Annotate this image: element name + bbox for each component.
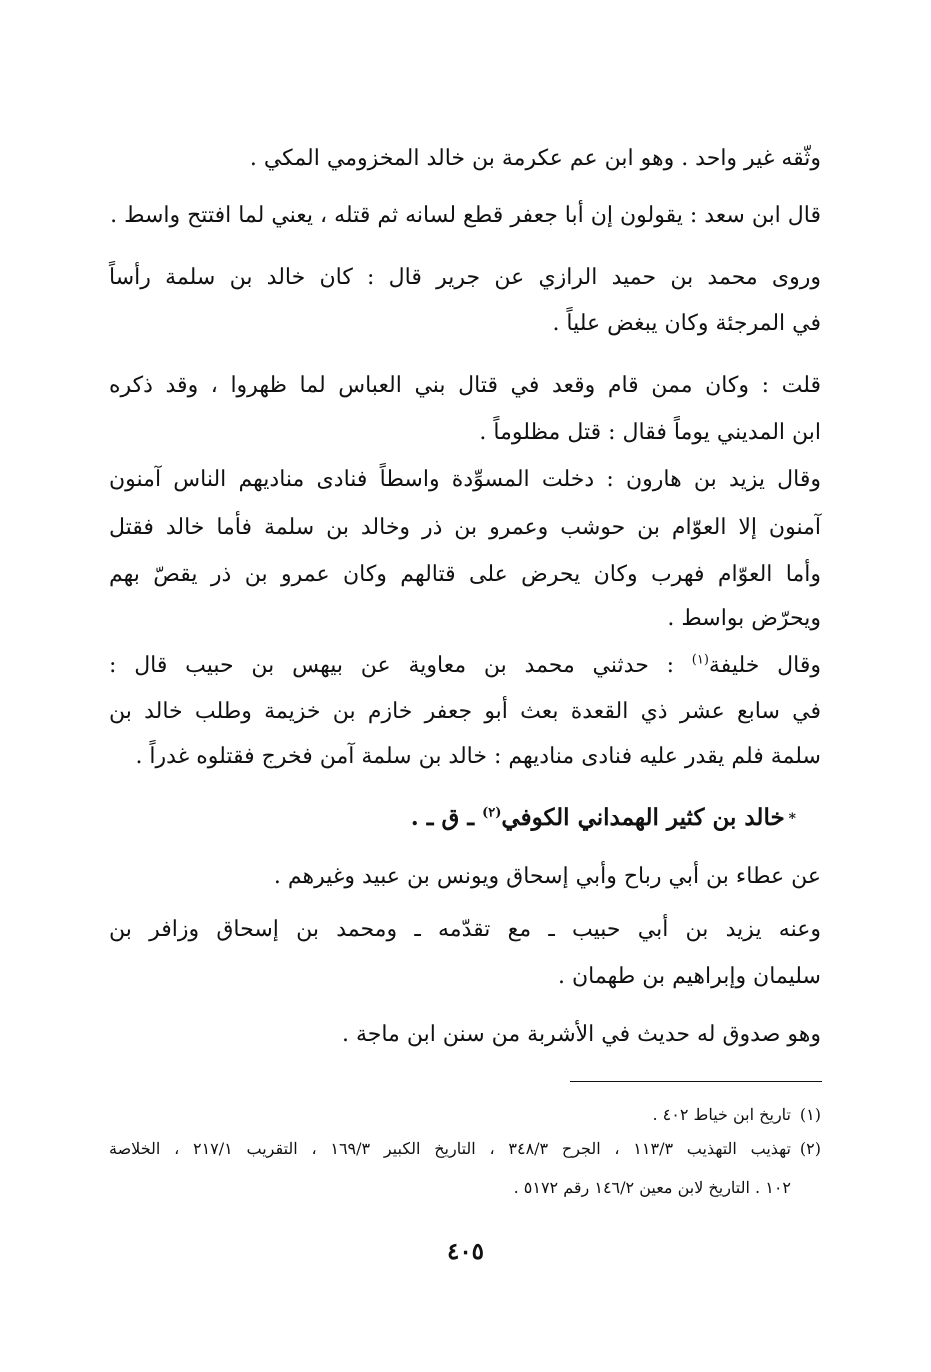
text-fragment: : حدثني محمد بن معاوية عن بيهس بن حبيب قال :: [109, 653, 674, 678]
text-line: ويحرّض بواسط .: [667, 606, 821, 631]
footnote-number: (٢): [799, 1139, 821, 1158]
text-line: ابن المديني يوماً فقال : قتل مظلوماً .: [479, 420, 821, 445]
text-line: في المرجئة وكان يبغض علياً .: [552, 311, 821, 336]
footnote-1: [109, 1103, 821, 1127]
text-fragment: وقال خليفة: [708, 653, 821, 678]
text-line: سليمان وإبراهيم بن طهمان .: [558, 964, 821, 989]
footnote-ref: (١): [691, 652, 709, 668]
entry-title: خالد بن كثير الهمداني الكوفي: [501, 804, 785, 831]
text-line: [109, 651, 821, 681]
page-number: ٤٠٥: [446, 1238, 485, 1265]
text-line: وثّقه غير واحد . وهو ابن عم عكرمة بن خالد المخزومي المكي .: [249, 146, 821, 171]
footnote-divider: [570, 1081, 822, 1082]
text-line: آمنون إلا العوّام بن حوشب وعمرو بن ذر وخالد بن سلمة فأما خالد فقتل: [109, 515, 821, 540]
text-line: في سابع عشر ذي القعدة بعث أبو جعفر خازم بن خزيمة وطلب خالد بن: [109, 699, 821, 724]
footnote-2-continued: ١٠٢ . التاريخ لابن معين ١٤٦/٢ رقم ٥١٧٢ .: [513, 1178, 791, 1197]
footnote-text: تاريخ ابن خياط ٤٠٢ .: [652, 1105, 791, 1124]
star-marker: *: [788, 811, 796, 827]
text-line: قلت : وكان ممن قام وقعد في قتال بني العباس لما ظهروا ، وقد ذكره: [109, 373, 821, 398]
entry-heading: [84, 803, 796, 833]
text-line: وقال يزيد بن هارون : دخلت المسوِّدة واسطاً فنادى مناديهم الناس آمنون: [109, 467, 822, 492]
text-line: عن عطاء بن أبي رباح وأبي إسحاق ويونس بن عبيد وغيرهم .: [273, 864, 821, 889]
footnote-2: [109, 1137, 821, 1161]
footnote-text: تهذيب التهذيب ١١٣/٣ ، الجرح ٣٤٨/٣ ، التاريخ الكبير ١٦٩/٣ ، التقريب ٢١٧/١ ، الخلاصة: [109, 1139, 791, 1158]
text-line: وعنه يزيد بن أبي حبيب ـ مع تقدّمه ـ ومحمد بن إسحاق وزافر بن: [109, 917, 821, 942]
text-line: وأما العوّام فهرب وكان يحرض على قتالهم وكان عمرو بن ذر يقصّ بهم: [109, 562, 821, 587]
text-line: وروى محمد بن حميد الرازي عن جرير قال : كان خالد بن سلمة رأساً: [109, 265, 822, 290]
footnote-number: (١): [799, 1105, 821, 1124]
text-line: سلمة فلم يقدر عليه فنادى مناديهم : خالد بن سلمة آمن فخرج فقتلوه غدراً .: [135, 744, 821, 769]
text-line: قال ابن سعد : يقولون إن أبا جعفر قطع لسانه ثم قتله ، يعني لما افتتح واسط .: [110, 203, 821, 228]
entry-suffix: ـ ق ـ .: [410, 804, 475, 831]
text-line: وهو صدوق له حديث في الأشربة من سنن ابن ماجة .: [341, 1022, 821, 1047]
footnote-ref: (٢): [482, 805, 502, 821]
